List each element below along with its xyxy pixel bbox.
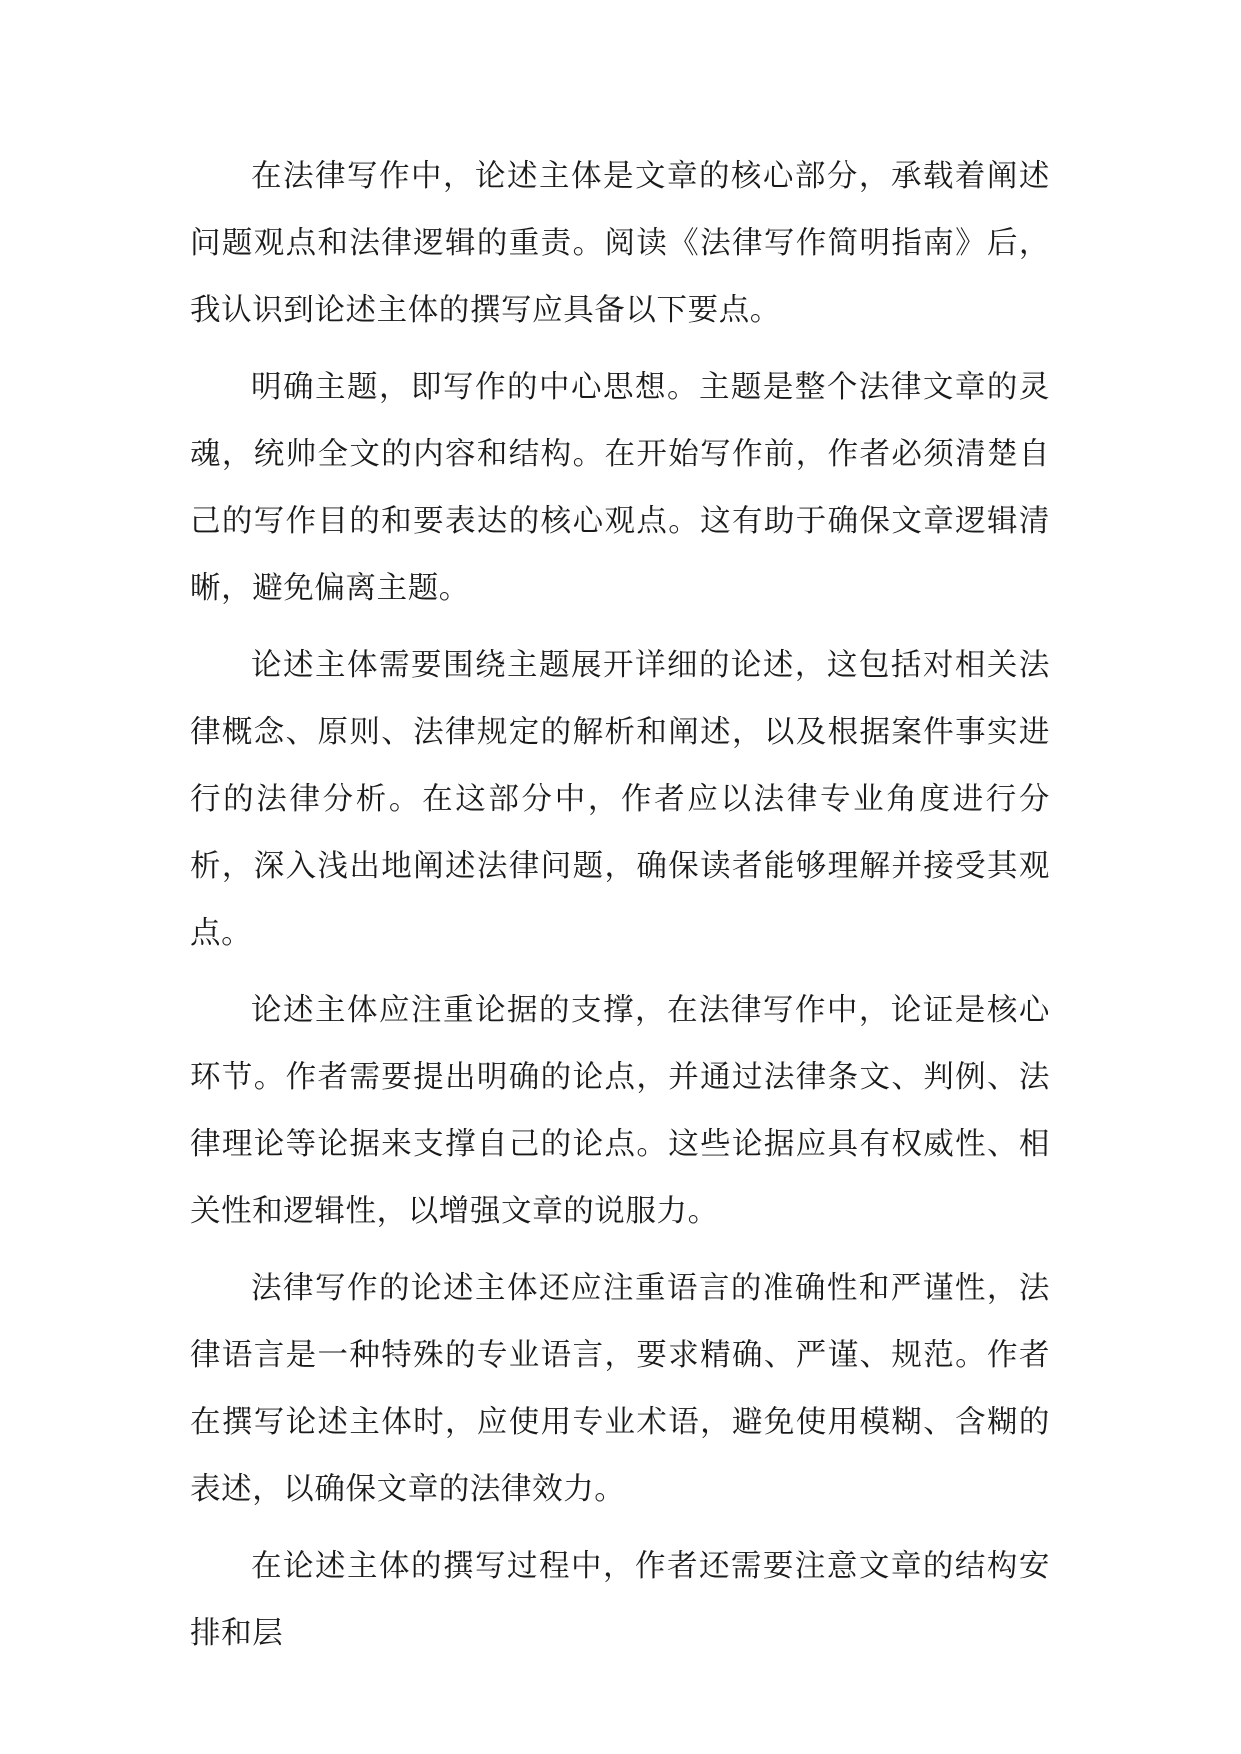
paragraph-6: 在论述主体的撰写过程中，作者还需要注意文章的结构安排和层: [190, 1549, 1050, 1651]
paragraph-2: 明确主题，即写作的中心思想。主题是整个法律文章的灵魂，统帅全文的内容和结构。在开始写作前，作者必须清楚自己的写作目的和要表达的核心观点。这有助于确保文章逻辑清晰，避免偏离主题。: [190, 370, 1050, 606]
document-body: [190, 143, 1050, 1677]
paragraph-3: 论述主体需要围绕主题展开详细的论述，这包括对相关法律概念、原则、法律规定的解析和阐述，以及根据案件事实进行的法律分析。在这部分中，作者应以法律专业角度进行分析，深入浅出地阐述法律问题，确保读者能够理解并接受其观点。: [190, 648, 1050, 951]
paragraph-1: 在法律写作中，论述主体是文章的核心部分，承载着阐述问题观点和法律逻辑的重责。阅读《法律写作简明指南》后，我认识到论述主体的撰写应具备以下要点。: [190, 159, 1050, 328]
paragraph-4: 论述主体应注重论据的支撑，在法律写作中，论证是核心环节。作者需要提出明确的论点，并通过法律条文、判例、法律理论等论据来支撑自己的论点。这些论据应具有权威性、相关性和逻辑性，以增强文章的说服力。: [190, 993, 1050, 1229]
paragraph-5: 法律写作的论述主体还应注重语言的准确性和严谨性，法律语言是一种特殊的专业语言，要求精确、严谨、规范。作者在撰写论述主体时，应使用专业术语，避免使用模糊、含糊的表述，以确保文章的法律效力。: [190, 1271, 1050, 1507]
